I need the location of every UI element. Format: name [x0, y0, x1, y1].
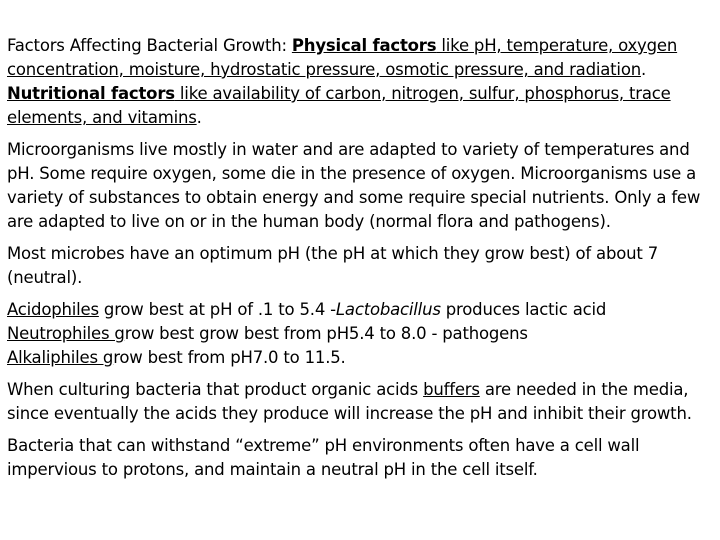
nutritional-factors-label: Nutritional factors: [7, 84, 175, 103]
culturing-tail: are needed in the media, since eventually the acids they produce will increase the pH and inhibit their growth.: [7, 380, 692, 423]
optimum-ph-paragraph: Most microbes have an optimum pH (the pH at which they grow best) of about 7 (neutral).: [7, 244, 659, 287]
culturing-lead: When culturing bacteria that product organic acids: [7, 380, 424, 399]
neutrophiles-text: row best grow best from pH5.4 to 8.0 - pathogens: [124, 324, 528, 343]
period-1: .: [640, 60, 647, 79]
physical-factors-label: Physical factors: [291, 36, 437, 55]
growth-factors-paragraph: [7, 34, 710, 130]
nutritional-factors-list: like availability of carbon, nitrogen, sulfur, phosphorus, trace elements, and vitamins: [7, 84, 671, 127]
buffers-term: buffers: [423, 380, 480, 399]
lactobacillus-example: Lactobacillus: [335, 300, 441, 319]
acidophiles-term: Acidophiles: [7, 300, 99, 319]
acidophiles-tail: produces lactic acid: [440, 300, 607, 319]
period-2: .: [196, 108, 202, 127]
alkaliphiles-text: row best from pH7.0 to 11.5.: [113, 348, 346, 367]
alkaliphiles-term: Alkaliphiles g: [7, 348, 114, 367]
culturing-paragraph: [7, 378, 710, 426]
extreme-ph-paragraph: Bacteria that can withstand “extreme” pH environments often have a cell wall impervious to protons, and maintain a neutral pH in the cell itself.: [7, 436, 640, 479]
neutrophiles-term: Neutrophiles g: [7, 324, 125, 343]
physical-factors-list: like pH, temperature, oxygen concentration, moisture, hydrostatic pressure, osmotic pressure, and radiation: [7, 36, 678, 79]
growth-factors-lead: Factors Affecting Bacterial Growth:: [7, 36, 292, 55]
acidophiles-text: grow best at pH of .1 to 5.4 -: [98, 300, 336, 319]
ph-classes-paragraph: [7, 298, 710, 370]
microorganisms-paragraph: Microorganisms live mostly in water and are adapted to variety of temperatures and pH. Some require oxygen, some die in the presence of oxygen. Microorganisms use a variety of substances to obtain energy and some require special nutrients. Only a few are adapted to live on or in the human body (normal flora and pathogens).: [7, 140, 701, 231]
